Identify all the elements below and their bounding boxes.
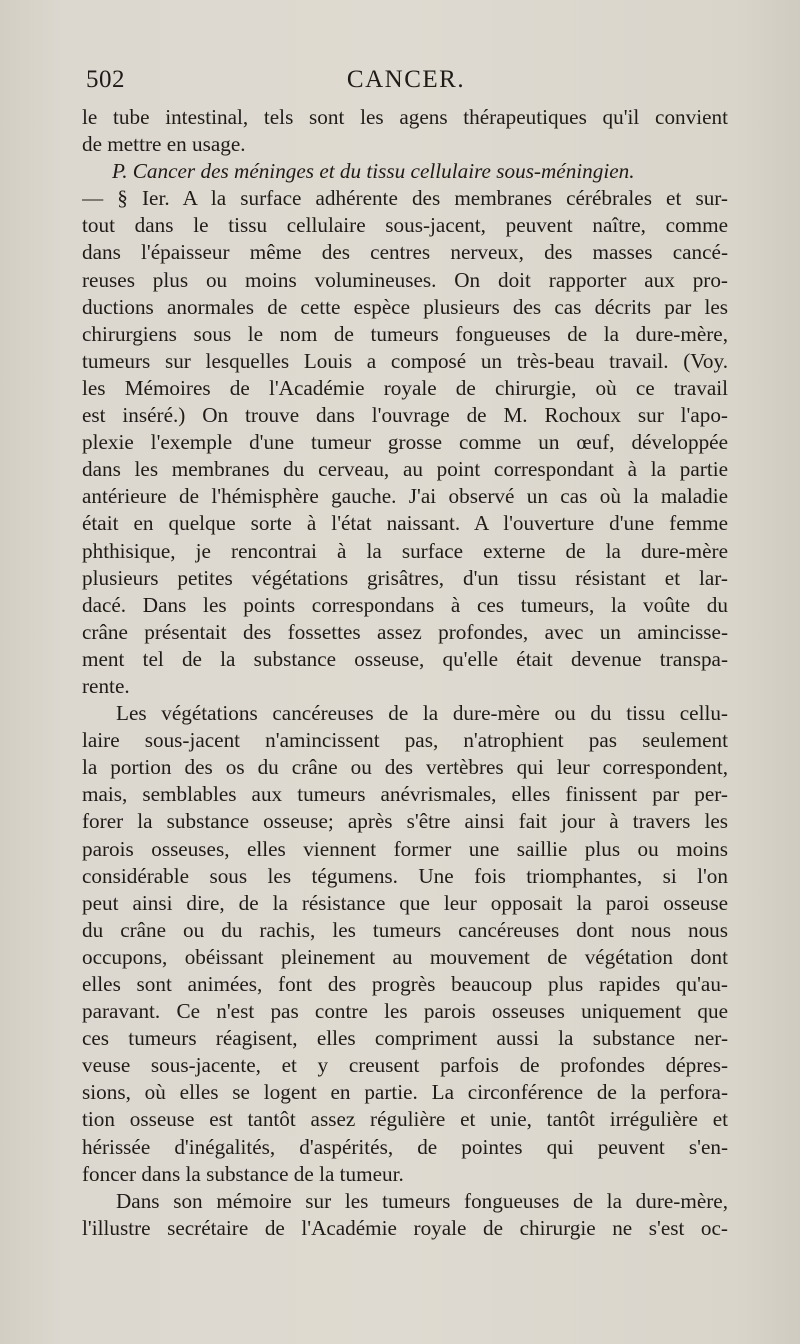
text-line: plexie l'exemple d'une tumeur grosse comme un œuf, développée: [82, 430, 728, 455]
text-line: parois osseuses, elles viennent former une saillie plus ou moins: [82, 836, 728, 861]
text-line: dacé. Dans les points correspondans à ces tumeurs, la voûte du: [82, 592, 728, 617]
text-line: de mettre en usage.: [82, 132, 246, 157]
text-line: elles sont animées, font des progrès beaucoup plus rapides qu'au-: [82, 972, 728, 996]
text-line: reuses plus ou moins volumineuses. On doit rapporter aux pro-: [82, 267, 728, 292]
text-line: rente.: [82, 673, 130, 698]
text-line: dans l'épaisseur même des centres nerveux, des masses cancé-: [82, 240, 728, 265]
text-line: sions, où elles se logent en partie. La circonférence de la perfora-: [82, 1080, 728, 1105]
text-line: forer la substance osseuse; après s'être ainsi fait jour à travers les: [82, 809, 728, 834]
running-title: CANCER.: [346, 66, 466, 93]
page-number: 502: [86, 66, 125, 93]
body-text: [82, 104, 728, 1242]
text-line: tion osseuse est tantôt assez régulière et unie, tantôt irrégulière et: [82, 1107, 728, 1132]
text-line: est inséré.) On trouve dans l'ouvrage de M. Rochoux sur l'apo-: [82, 403, 728, 428]
text-line: occupons, obéissant pleinement au mouvement de végétation dont: [82, 944, 728, 969]
text-line: phthisique, je rencontrai à la surface externe de la dure-mère: [82, 538, 728, 563]
text-line: Les végétations cancéreuses de la dure-mère ou du tissu cellu-: [116, 701, 728, 726]
section-heading: P. Cancer des méninges et du tissu cellulaire sous-méningien.: [112, 159, 635, 184]
text-line: dans les membranes du cerveau, au point correspondant à la partie: [82, 457, 728, 482]
page-header: [86, 66, 726, 102]
text-line: la portion des os du crâne ou des vertèbres qui leur correspondent,: [82, 755, 728, 780]
text-line: crâne présentait des fossettes assez profondes, avec un amincisse-: [82, 619, 728, 644]
text-line: laire sous-jacent n'amincissent pas, n'atrophient pas seulement: [82, 728, 728, 753]
text-line: tout dans le tissu cellulaire sous-jacent, peuvent naître, comme: [82, 213, 728, 238]
text-line: le tube intestinal, tels sont les agens thérapeutiques qu'il convient: [82, 105, 728, 129]
text-line: chirurgiens sous le nom de tumeurs fongueuses de la dure-mère,: [82, 321, 728, 346]
text-line: — § Ier. A la surface adhérente des membranes cérébrales et sur-: [82, 186, 728, 211]
text-line: tumeurs sur lesquelles Louis a composé un très-beau travail. (Voy.: [82, 348, 728, 373]
text-line: mais, semblables aux tumeurs anévrismales, elles finissent par per-: [82, 782, 728, 807]
text-line: peut ainsi dire, de la résistance que leur opposait la paroi osseuse: [82, 890, 728, 915]
text-line: considérable sous les tégumens. Une fois triomphantes, si l'on: [82, 863, 728, 888]
text-line: plusieurs petites végétations grisâtres, d'un tissu résistant et lar-: [82, 565, 728, 590]
text-line: ces tumeurs réagisent, elles compriment aussi la substance ner-: [82, 1026, 728, 1051]
text-line: ductions anormales de cette espèce plusieurs des cas décrits par les: [82, 294, 728, 319]
text-line: paravant. Ce n'est pas contre les parois osseuses uniquement que: [82, 999, 728, 1024]
text-line: Dans son mémoire sur les tumeurs fongueuses de la dure-mère,: [116, 1188, 728, 1213]
text-line: était en quelque sorte à l'état naissant. A l'ouverture d'une femme: [82, 511, 728, 536]
text-line: veuse sous-jacente, et y creusent parfois de profondes dépres-: [82, 1053, 728, 1078]
text-line: antérieure de l'hémisphère gauche. J'ai observé un cas où la maladie: [82, 484, 728, 509]
text-line: hérissée d'inégalités, d'aspérités, de pointes qui peuvent s'en-: [82, 1134, 728, 1159]
text-line: l'illustre secrétaire de l'Académie royale de chirurgie ne s'est oc-: [82, 1215, 728, 1240]
text-line: du crâne ou du rachis, les tumeurs cancéreuses dont nous nous: [82, 917, 728, 942]
text-line: les Mémoires de l'Académie royale de chirurgie, où ce travail: [82, 375, 728, 400]
text-line: ment tel de la substance osseuse, qu'elle était devenue transpa-: [82, 646, 728, 671]
text-line: foncer dans la substance de la tumeur.: [82, 1161, 404, 1186]
